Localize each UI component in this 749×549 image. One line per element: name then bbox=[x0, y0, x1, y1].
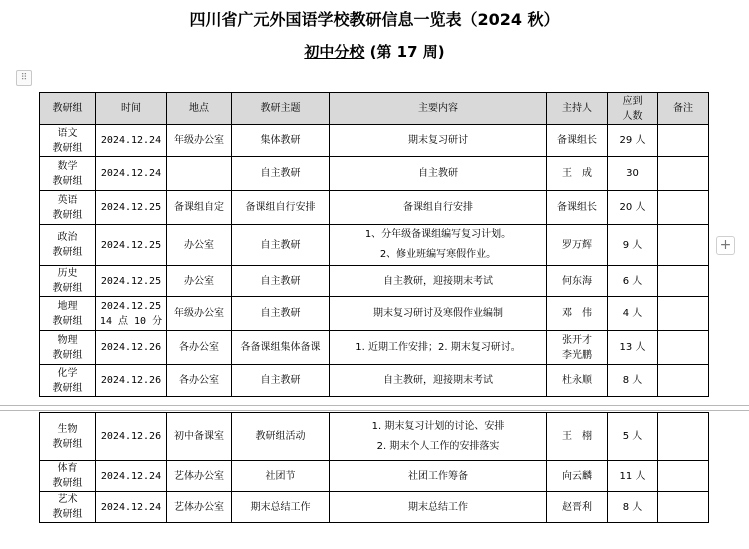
table-row bbox=[40, 492, 709, 523]
topic-cell: 自主教研 bbox=[232, 157, 330, 191]
host-cell: 何东海 bbox=[547, 266, 608, 297]
page-break bbox=[0, 405, 749, 411]
time-cell: 2024.12.25 bbox=[96, 191, 167, 225]
count-cell: 20 人 bbox=[608, 191, 658, 225]
time-cell: 2024.12.26 bbox=[96, 413, 167, 461]
header-cell: 教研组 bbox=[40, 93, 96, 125]
topic-cell: 教研组活动 bbox=[232, 413, 330, 461]
host-cell: 罗万辉 bbox=[547, 225, 608, 266]
host-cell: 备课组长 bbox=[547, 191, 608, 225]
content-cell: 自主教研，迎接期末考试 bbox=[330, 365, 547, 397]
note-cell bbox=[658, 191, 709, 225]
content-cell: 备课组自行安排 bbox=[330, 191, 547, 225]
host-cell: 邓 伟 bbox=[547, 297, 608, 331]
host-cell: 张开才 李光鹏 bbox=[547, 331, 608, 365]
time-cell: 2024.12.24 bbox=[96, 125, 167, 157]
content-cell: 1. 近期工作安排；2. 期末复习研讨。 bbox=[330, 331, 547, 365]
table-row bbox=[40, 331, 709, 365]
table-row bbox=[40, 365, 709, 397]
table-row bbox=[40, 297, 709, 331]
header-cell: 应到 人数 bbox=[608, 93, 658, 125]
content-cell: 期末复习研讨 bbox=[330, 125, 547, 157]
time-cell: 2024.12.25 bbox=[96, 266, 167, 297]
group-cell: 地理 教研组 bbox=[40, 297, 96, 331]
count-cell: 13 人 bbox=[608, 331, 658, 365]
group-cell: 体育 教研组 bbox=[40, 461, 96, 492]
topic-cell: 自主教研 bbox=[232, 225, 330, 266]
host-cell: 杜永顺 bbox=[547, 365, 608, 397]
group-cell: 政治 教研组 bbox=[40, 225, 96, 266]
header-cell: 主要内容 bbox=[330, 93, 547, 125]
host-cell: 备课组长 bbox=[547, 125, 608, 157]
place-cell: 年级办公室 bbox=[167, 297, 232, 331]
time-cell: 2024.12.26 bbox=[96, 365, 167, 397]
content-cell: 1、分年级备课组编写复习计划。 2、修业班编写寒假作业。 bbox=[330, 225, 547, 266]
page-title: 四川省广元外国语学校教研信息一览表（2024 秋） bbox=[189, 10, 560, 29]
host-cell: 向云麟 bbox=[547, 461, 608, 492]
content-cell: 期末复习研讨及寒假作业编制 bbox=[330, 297, 547, 331]
table-row bbox=[40, 413, 709, 461]
note-cell bbox=[658, 461, 709, 492]
note-cell bbox=[658, 266, 709, 297]
time-cell: 2024.12.26 bbox=[96, 331, 167, 365]
header-cell: 主持人 bbox=[547, 93, 608, 125]
count-cell: 11 人 bbox=[608, 461, 658, 492]
host-cell: 王 栩 bbox=[547, 413, 608, 461]
place-cell: 年级办公室 bbox=[167, 125, 232, 157]
count-cell: 8 人 bbox=[608, 492, 658, 523]
content-cell: 期末总结工作 bbox=[330, 492, 547, 523]
plus-icon[interactable]: + bbox=[716, 236, 735, 255]
table-row bbox=[40, 125, 709, 157]
count-cell: 29 人 bbox=[608, 125, 658, 157]
group-cell: 生物 教研组 bbox=[40, 413, 96, 461]
place-cell: 办公室 bbox=[167, 266, 232, 297]
table-row bbox=[40, 191, 709, 225]
topic-cell: 自主教研 bbox=[232, 297, 330, 331]
host-cell: 赵晋利 bbox=[547, 492, 608, 523]
place-cell: 各办公室 bbox=[167, 365, 232, 397]
schedule-table-continued bbox=[39, 412, 709, 523]
header-cell: 备注 bbox=[658, 93, 709, 125]
header-cell: 时间 bbox=[96, 93, 167, 125]
table-row bbox=[40, 266, 709, 297]
group-cell: 数学 教研组 bbox=[40, 157, 96, 191]
note-cell bbox=[658, 297, 709, 331]
topic-cell: 自主教研 bbox=[232, 365, 330, 397]
move-handle-icon[interactable]: ⠿ bbox=[16, 70, 32, 86]
page-subtitle bbox=[0, 41, 749, 63]
place-cell: 各办公室 bbox=[167, 331, 232, 365]
group-cell: 艺术 教研组 bbox=[40, 492, 96, 523]
time-cell: 2024.12.24 bbox=[96, 157, 167, 191]
content-cell: 自主教研，迎接期末考试 bbox=[330, 266, 547, 297]
branch-name: 初中分校 bbox=[304, 43, 365, 61]
table-row bbox=[40, 461, 709, 492]
week-label: (第 17 周) bbox=[369, 43, 445, 61]
header-cell: 地点 bbox=[167, 93, 232, 125]
content-cell: 自主教研 bbox=[330, 157, 547, 191]
count-cell: 4 人 bbox=[608, 297, 658, 331]
note-cell bbox=[658, 413, 709, 461]
group-cell: 语文 教研组 bbox=[40, 125, 96, 157]
place-cell: 艺体办公室 bbox=[167, 492, 232, 523]
group-cell: 历史 教研组 bbox=[40, 266, 96, 297]
time-cell: 2024.12.25 bbox=[96, 225, 167, 266]
note-cell bbox=[658, 365, 709, 397]
table-header-row bbox=[40, 93, 709, 125]
host-cell: 王 成 bbox=[547, 157, 608, 191]
table-row bbox=[40, 225, 709, 266]
time-cell: 2024.12.25 14 点 10 分 bbox=[96, 297, 167, 331]
count-cell: 5 人 bbox=[608, 413, 658, 461]
topic-cell: 各备课组集体备课 bbox=[232, 331, 330, 365]
place-cell: 艺体办公室 bbox=[167, 461, 232, 492]
topic-cell: 期末总结工作 bbox=[232, 492, 330, 523]
place-cell bbox=[167, 157, 232, 191]
topic-cell: 自主教研 bbox=[232, 266, 330, 297]
place-cell: 办公室 bbox=[167, 225, 232, 266]
count-cell: 30 bbox=[608, 157, 658, 191]
note-cell bbox=[658, 157, 709, 191]
schedule-table bbox=[39, 92, 709, 397]
note-cell bbox=[658, 331, 709, 365]
place-cell: 初中备课室 bbox=[167, 413, 232, 461]
header-cell: 教研主题 bbox=[232, 93, 330, 125]
note-cell bbox=[658, 225, 709, 266]
count-cell: 9 人 bbox=[608, 225, 658, 266]
topic-cell: 社团节 bbox=[232, 461, 330, 492]
topic-cell: 备课组自行安排 bbox=[232, 191, 330, 225]
topic-cell: 集体教研 bbox=[232, 125, 330, 157]
note-cell bbox=[658, 492, 709, 523]
group-cell: 化学 教研组 bbox=[40, 365, 96, 397]
group-cell: 英语 教研组 bbox=[40, 191, 96, 225]
content-cell: 社团工作筹备 bbox=[330, 461, 547, 492]
count-cell: 8 人 bbox=[608, 365, 658, 397]
time-cell: 2024.12.24 bbox=[96, 461, 167, 492]
count-cell: 6 人 bbox=[608, 266, 658, 297]
place-cell: 备课组自定 bbox=[167, 191, 232, 225]
group-cell: 物理 教研组 bbox=[40, 331, 96, 365]
content-cell: 1. 期末复习计划的讨论、安排 2. 期末个人工作的安排落实 bbox=[330, 413, 547, 461]
time-cell: 2024.12.24 bbox=[96, 492, 167, 523]
table-row bbox=[40, 157, 709, 191]
note-cell bbox=[658, 125, 709, 157]
